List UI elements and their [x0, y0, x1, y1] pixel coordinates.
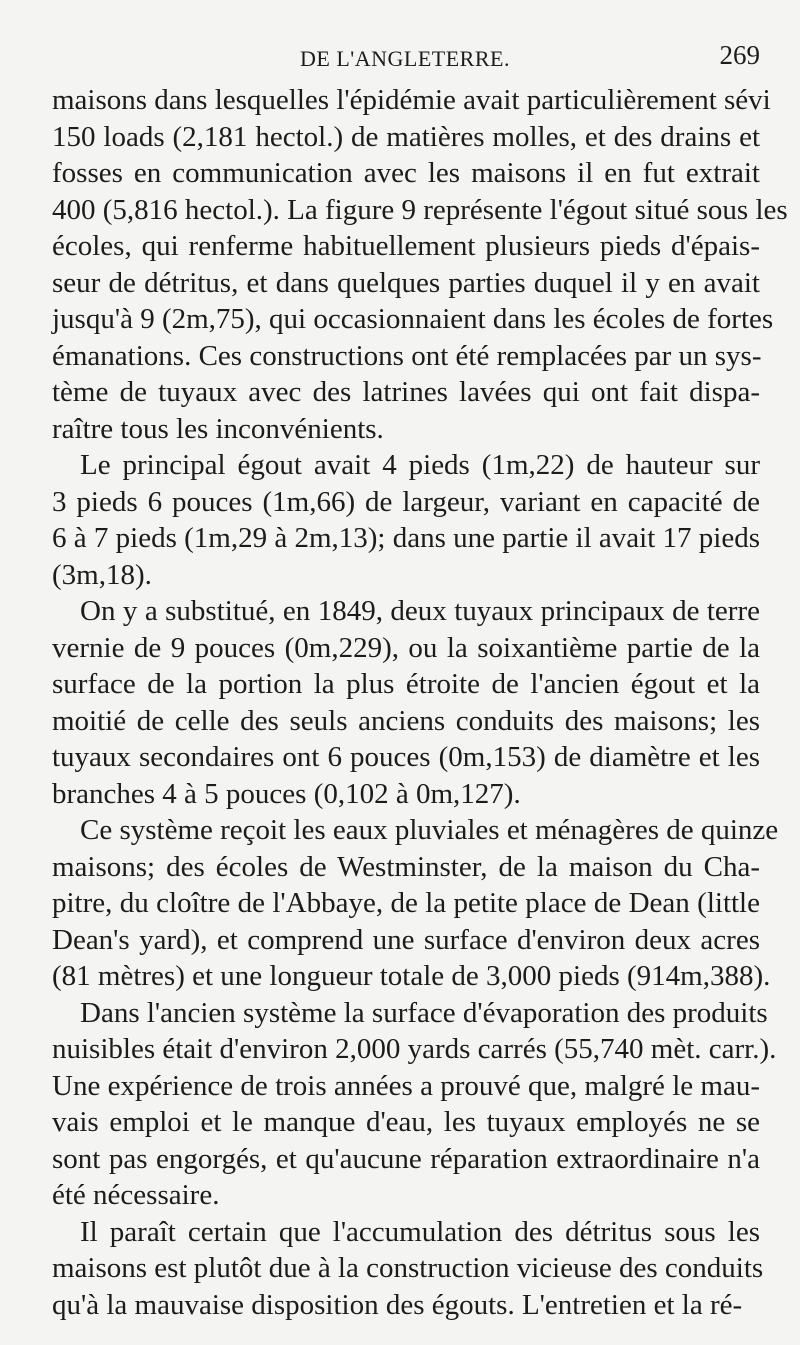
paragraph	[52, 812, 779, 995]
text-line: Ce système reçoit les eaux pluviales et ménagères de quinze	[80, 814, 779, 846]
text-line: 6 à 7 pieds (1m,29 à 2m,13); dans une partie il avait 17 pieds	[52, 522, 760, 554]
text-line: écoles, qui renferme habituellement plusieurs pieds d'épais-	[52, 230, 760, 262]
text-line: maisons est plutôt due à la construction vicieuse des conduits	[52, 1252, 764, 1284]
text-line: Le principal égout avait 4 pieds (1m,22) de hauteur sur	[80, 449, 760, 481]
text-line: vais emploi et le manque d'eau, les tuyaux employés ne se	[52, 1106, 760, 1138]
text-line: fosses en communication avec les maisons il en fut extrait	[52, 157, 760, 189]
text-line: surface de la portion la plus étroite de l'ancien égout et la	[52, 668, 760, 700]
text-line: tème de tuyaux avec des latrines lavées qui ont fait dispa-	[52, 376, 760, 408]
paragraph	[52, 995, 777, 1214]
text-line: (81 mètres) et une longueur totale de 3,000 pieds (914m,388).	[52, 960, 771, 992]
text-line: On y a substitué, en 1849, deux tuyaux principaux de terre	[80, 595, 760, 627]
text-line: branches 4 à 5 pouces (0,102 à 0m,127).	[52, 777, 521, 810]
text-line: 3 pieds 6 pouces (1m,66) de largeur, variant en capacité de	[52, 485, 760, 518]
text-line: Une expérience de trois années a prouvé que, malgré le mau-	[52, 1069, 760, 1102]
text-line: tuyaux secondaires ont 6 pouces (0m,153) de diamètre et les	[52, 741, 760, 773]
text-line: pitre, du cloître de l'Abbaye, de la petite place de Dean (little	[52, 887, 760, 919]
text-line: raître tous les inconvénients.	[52, 412, 384, 445]
paragraph	[52, 82, 788, 447]
paragraph	[52, 447, 760, 593]
running-title: DE L'ANGLETERRE.	[300, 46, 510, 71]
paragraph	[52, 593, 760, 812]
text-line: seur de détritus, et dans quelques parties duquel il y en avait	[52, 266, 760, 299]
text-line: maisons; des écoles de Westminster, de la maison du Cha-	[52, 850, 760, 883]
text-line: Dean's yard), et comprend une surface d'environ deux acres	[52, 923, 760, 956]
text-line: moitié de celle des seuls anciens conduits des maisons; les	[52, 704, 760, 737]
text-line: Dans l'ancien système la surface d'évaporation des produits	[80, 996, 768, 1029]
page-header	[50, 38, 760, 78]
text-line: Il paraît certain que l'accumulation des détritus sous les	[80, 1215, 760, 1248]
text-line: jusqu'à 9 (2m,75), qui occasionnaient dans les écoles de fortes	[52, 303, 774, 335]
text-line: 400 (5,816 hectol.). La figure 9 représente l'égout situé sous les	[52, 193, 788, 226]
body-text	[52, 82, 788, 1323]
paragraph	[52, 1214, 764, 1324]
text-line: été nécessaire.	[52, 1179, 220, 1211]
text-line: (3m,18).	[52, 558, 152, 591]
text-line: vernie de 9 pouces (0m,229), ou la soixantième partie de la	[52, 631, 760, 664]
text-line: qu'à la mauvaise disposition des égouts. L'entretien et la ré-	[52, 1288, 743, 1321]
text-line: émanations. Ces constructions ont été remplacées par un sys-	[52, 339, 762, 372]
text-line: nuisibles était d'environ 2,000 yards carrés (55,740 mèt. carr.).	[52, 1033, 777, 1065]
text-line: maisons dans lesquelles l'épidémie avait particulièrement sévi	[52, 84, 771, 116]
text-line: sont pas engorgés, et qu'aucune réparation extraordinaire n'a	[52, 1142, 760, 1175]
page-number: 269	[719, 40, 760, 70]
text-line: 150 loads (2,181 hectol.) de matières molles, et des drains et	[52, 120, 760, 153]
